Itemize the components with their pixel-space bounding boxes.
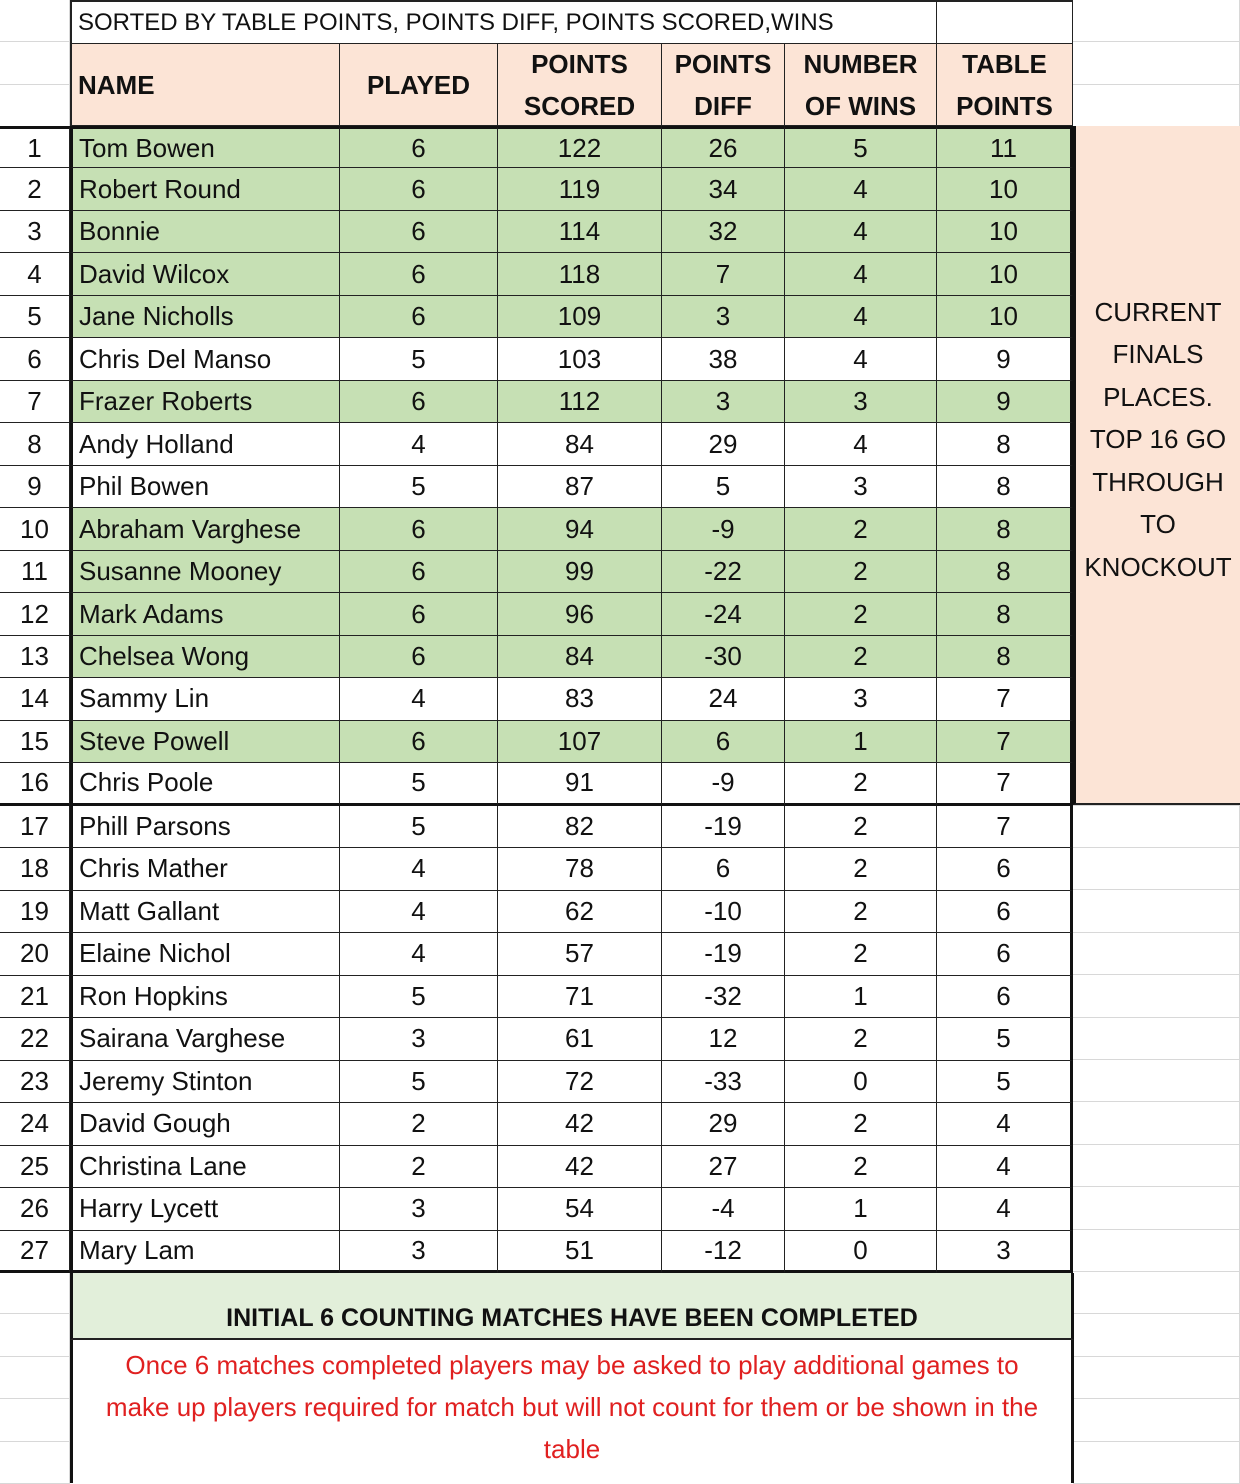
points-scored: 119 xyxy=(498,168,662,210)
points-scored: 109 xyxy=(498,296,662,338)
played: 4 xyxy=(340,848,498,890)
played: 5 xyxy=(340,338,498,380)
row-number: 26 xyxy=(0,1188,70,1230)
grid-cell xyxy=(1073,975,1240,1017)
row-number: 23 xyxy=(0,1061,70,1103)
points-diff: 6 xyxy=(662,721,785,763)
player-name: Christina Lane xyxy=(70,1146,340,1188)
row-number: 14 xyxy=(0,678,70,720)
table-points: 7 xyxy=(937,678,1073,720)
wins: 2 xyxy=(785,848,937,890)
header-label: POINTS xyxy=(956,90,1053,121)
wins: 3 xyxy=(785,381,937,423)
grid-cell xyxy=(1073,85,1240,127)
played: 6 xyxy=(340,636,498,678)
played: 6 xyxy=(340,381,498,423)
player-name: Ron Hopkins xyxy=(70,976,340,1018)
header-table-points xyxy=(937,44,1073,126)
wins: 2 xyxy=(785,551,937,593)
row-number: 21 xyxy=(0,976,70,1018)
player-name: Chris Poole xyxy=(70,763,340,805)
points-diff: -22 xyxy=(662,551,785,593)
table-points: 4 xyxy=(937,1103,1073,1145)
points-scored: 54 xyxy=(498,1188,662,1230)
grid-cell xyxy=(0,0,70,42)
played: 2 xyxy=(340,1103,498,1145)
grid-cell xyxy=(1073,1357,1240,1399)
points-diff: -9 xyxy=(662,763,785,805)
player-name: Sammy Lin xyxy=(70,678,340,720)
played: 5 xyxy=(340,466,498,508)
points-diff: 34 xyxy=(662,168,785,210)
played: 6 xyxy=(340,253,498,295)
table-points: 3 xyxy=(937,1231,1073,1273)
played: 5 xyxy=(340,763,498,805)
player-name: Mary Lam xyxy=(70,1231,340,1273)
points-diff: -10 xyxy=(662,891,785,933)
points-scored: 114 xyxy=(498,211,662,253)
points-scored: 99 xyxy=(498,551,662,593)
table-points: 8 xyxy=(937,636,1073,678)
wins: 0 xyxy=(785,1061,937,1103)
player-name: Sairana Varghese xyxy=(70,1018,340,1060)
wins: 3 xyxy=(785,678,937,720)
points-scored: 78 xyxy=(498,848,662,890)
wins: 2 xyxy=(785,806,937,848)
points-scored: 91 xyxy=(498,763,662,805)
table-points: 7 xyxy=(937,763,1073,805)
row-number: 16 xyxy=(0,763,70,805)
points-scored: 57 xyxy=(498,933,662,975)
header-number-of-wins xyxy=(785,44,937,126)
points-scored: 42 xyxy=(498,1103,662,1145)
grid-cell xyxy=(0,1357,70,1399)
row-number: 15 xyxy=(0,721,70,763)
matches-completed-text: INITIAL 6 COUNTING MATCHES HAVE BEEN COMPLETED xyxy=(226,1304,918,1332)
wins: 1 xyxy=(785,721,937,763)
grid-cell xyxy=(1073,1102,1240,1144)
grid-cell xyxy=(1073,1314,1240,1356)
row-number: 1 xyxy=(0,126,70,168)
points-scored: 87 xyxy=(498,466,662,508)
player-name: Robert Round xyxy=(70,168,340,210)
points-diff: 26 xyxy=(662,126,785,168)
row-number: 5 xyxy=(0,296,70,338)
points-scored: 62 xyxy=(498,891,662,933)
played: 2 xyxy=(340,1146,498,1188)
player-name: Abraham Varghese xyxy=(70,508,340,550)
table-points: 10 xyxy=(937,296,1073,338)
points-scored: 96 xyxy=(498,593,662,635)
played: 6 xyxy=(340,168,498,210)
points-scored: 72 xyxy=(498,1061,662,1103)
table-points: 9 xyxy=(937,381,1073,423)
finals-places-text: CURRENT FINALS PLACES. TOP 16 GO THROUGH TO KNOCKOUT xyxy=(1084,297,1232,582)
table-points: 6 xyxy=(937,891,1073,933)
played: 6 xyxy=(340,721,498,763)
grid-cell xyxy=(1073,1060,1240,1102)
played: 3 xyxy=(340,1018,498,1060)
wins: 4 xyxy=(785,168,937,210)
grid-cell xyxy=(0,85,70,127)
grid-cell xyxy=(0,1399,70,1441)
points-diff: 38 xyxy=(662,338,785,380)
points-scored: 51 xyxy=(498,1231,662,1273)
points-diff: -9 xyxy=(662,508,785,550)
points-scored: 84 xyxy=(498,636,662,678)
played: 4 xyxy=(340,891,498,933)
points-scored: 61 xyxy=(498,1018,662,1060)
points-diff: 27 xyxy=(662,1146,785,1188)
grid-cell xyxy=(1073,1187,1240,1229)
played: 5 xyxy=(340,976,498,1018)
grid-cell xyxy=(0,1272,70,1314)
table-points: 8 xyxy=(937,551,1073,593)
row-number: 7 xyxy=(0,381,70,423)
points-diff: 29 xyxy=(662,1103,785,1145)
points-scored: 83 xyxy=(498,678,662,720)
grid-cell xyxy=(1073,1230,1240,1272)
wins: 5 xyxy=(785,126,937,168)
row-number: 10 xyxy=(0,508,70,550)
points-diff: 24 xyxy=(662,678,785,720)
table-points: 11 xyxy=(937,126,1073,168)
points-diff: -4 xyxy=(662,1188,785,1230)
row-number: 19 xyxy=(0,891,70,933)
row-number: 8 xyxy=(0,423,70,465)
table-points: 6 xyxy=(937,933,1073,975)
grid-cell xyxy=(0,1314,70,1356)
player-name: Chelsea Wong xyxy=(70,636,340,678)
player-name: David Wilcox xyxy=(70,253,340,295)
table-points: 5 xyxy=(937,1018,1073,1060)
played: 3 xyxy=(340,1231,498,1273)
row-number: 24 xyxy=(0,1103,70,1145)
row-number: 25 xyxy=(0,1146,70,1188)
played: 6 xyxy=(340,211,498,253)
grid-cell xyxy=(0,1442,70,1484)
header-played xyxy=(340,44,498,126)
points-scored: 103 xyxy=(498,338,662,380)
points-diff: 32 xyxy=(662,211,785,253)
row-number: 6 xyxy=(0,338,70,380)
grid-cell xyxy=(1073,1145,1240,1187)
row-number: 22 xyxy=(0,1018,70,1060)
wins: 2 xyxy=(785,508,937,550)
table-points: 10 xyxy=(937,211,1073,253)
player-name: Frazer Roberts xyxy=(70,381,340,423)
wins: 2 xyxy=(785,933,937,975)
additional-games-text: Once 6 matches completed players may be asked to play additional games to make up players required for match but will not count for them or be shown in the table xyxy=(105,1350,1039,1464)
player-name: Andy Holland xyxy=(70,423,340,465)
points-diff: 29 xyxy=(662,423,785,465)
points-scored: 107 xyxy=(498,721,662,763)
player-name: David Gough xyxy=(70,1103,340,1145)
grid-cell xyxy=(1073,848,1240,890)
played: 3 xyxy=(340,1188,498,1230)
points-scored: 94 xyxy=(498,508,662,550)
wins: 0 xyxy=(785,1231,937,1273)
points-diff: -30 xyxy=(662,636,785,678)
header-name xyxy=(70,44,340,126)
wins: 4 xyxy=(785,296,937,338)
row-number: 9 xyxy=(0,466,70,508)
points-diff: 3 xyxy=(662,381,785,423)
points-diff: -33 xyxy=(662,1061,785,1103)
wins: 2 xyxy=(785,593,937,635)
table-points: 7 xyxy=(937,806,1073,848)
played: 4 xyxy=(340,423,498,465)
grid-cell xyxy=(1073,1018,1240,1060)
wins: 2 xyxy=(785,1018,937,1060)
points-scored: 112 xyxy=(498,381,662,423)
table-points: 4 xyxy=(937,1188,1073,1230)
points-diff: -12 xyxy=(662,1231,785,1273)
player-name: Mark Adams xyxy=(70,593,340,635)
title-blank-cell xyxy=(937,0,1073,44)
wins: 4 xyxy=(785,253,937,295)
additional-games-note xyxy=(70,1340,1074,1483)
sort-title: SORTED BY TABLE POINTS, POINTS DIFF, POINTS SCORED,WINS xyxy=(70,0,937,44)
wins: 1 xyxy=(785,1188,937,1230)
wins: 2 xyxy=(785,636,937,678)
table-points: 10 xyxy=(937,168,1073,210)
header-label: POINTS xyxy=(674,48,772,79)
grid-cell xyxy=(1073,890,1240,932)
table-points: 4 xyxy=(937,1146,1073,1188)
row-number: 18 xyxy=(0,848,70,890)
player-name: Phil Bowen xyxy=(70,466,340,508)
played: 6 xyxy=(340,593,498,635)
matches-completed-banner xyxy=(70,1273,1074,1340)
points-diff: 5 xyxy=(662,466,785,508)
header-label: OF WINS xyxy=(804,90,917,121)
grid-cell xyxy=(1073,1272,1240,1314)
table-points: 6 xyxy=(937,976,1073,1018)
header-label: PLAYED xyxy=(366,69,471,100)
header-points-diff xyxy=(662,44,785,126)
played: 6 xyxy=(340,551,498,593)
table-points: 10 xyxy=(937,253,1073,295)
played: 4 xyxy=(340,933,498,975)
points-scored: 122 xyxy=(498,126,662,168)
points-scored: 82 xyxy=(498,806,662,848)
grid-cell xyxy=(1073,0,1240,42)
row-number: 17 xyxy=(0,806,70,848)
played: 6 xyxy=(340,296,498,338)
grid-cell xyxy=(1073,1442,1240,1484)
points-diff: -32 xyxy=(662,976,785,1018)
wins: 2 xyxy=(785,1146,937,1188)
player-name: Steve Powell xyxy=(70,721,340,763)
player-name: Chris Mather xyxy=(70,848,340,890)
table-points: 8 xyxy=(937,466,1073,508)
grid-cell xyxy=(1073,42,1240,84)
row-number: 12 xyxy=(0,593,70,635)
wins: 1 xyxy=(785,976,937,1018)
wins: 2 xyxy=(785,1103,937,1145)
player-name: Jeremy Stinton xyxy=(70,1061,340,1103)
points-scored: 118 xyxy=(498,253,662,295)
row-number: 27 xyxy=(0,1231,70,1273)
header-label: POINTS xyxy=(531,48,628,79)
points-scored: 71 xyxy=(498,976,662,1018)
row-number: 4 xyxy=(0,253,70,295)
player-name: Harry Lycett xyxy=(70,1188,340,1230)
points-diff: 6 xyxy=(662,848,785,890)
header-label: TABLE xyxy=(962,48,1047,79)
table-points: 7 xyxy=(937,721,1073,763)
played: 5 xyxy=(340,806,498,848)
table-points: 8 xyxy=(937,423,1073,465)
points-scored: 42 xyxy=(498,1146,662,1188)
row-number: 11 xyxy=(0,551,70,593)
player-name: Jane Nicholls xyxy=(70,296,340,338)
wins: 4 xyxy=(785,338,937,380)
wins: 4 xyxy=(785,423,937,465)
header-label: NUMBER xyxy=(803,48,918,79)
grid-cell xyxy=(1073,806,1240,848)
finals-places-note xyxy=(1073,126,1240,805)
played: 4 xyxy=(340,678,498,720)
grid-cell xyxy=(1073,1399,1240,1441)
points-diff: -19 xyxy=(662,806,785,848)
played: 6 xyxy=(340,508,498,550)
table-points: 8 xyxy=(937,508,1073,550)
wins: 2 xyxy=(785,891,937,933)
points-diff: -19 xyxy=(662,933,785,975)
player-name: Chris Del Manso xyxy=(70,338,340,380)
grid-cell xyxy=(0,42,70,84)
player-name: Matt Gallant xyxy=(70,891,340,933)
table-points: 5 xyxy=(937,1061,1073,1103)
points-scored: 84 xyxy=(498,423,662,465)
player-name: Susanne Mooney xyxy=(70,551,340,593)
player-name: Bonnie xyxy=(70,211,340,253)
points-diff: 7 xyxy=(662,253,785,295)
table-points: 9 xyxy=(937,338,1073,380)
player-name: Phill Parsons xyxy=(70,806,340,848)
played: 5 xyxy=(340,1061,498,1103)
played: 6 xyxy=(340,126,498,168)
table-points: 6 xyxy=(937,848,1073,890)
points-diff: -24 xyxy=(662,593,785,635)
header-label: NAME xyxy=(78,69,155,100)
player-name: Tom Bowen xyxy=(70,126,340,168)
points-diff: 3 xyxy=(662,296,785,338)
wins: 3 xyxy=(785,466,937,508)
player-name: Elaine Nichol xyxy=(70,933,340,975)
row-number: 20 xyxy=(0,933,70,975)
row-number: 2 xyxy=(0,168,70,210)
row-number: 3 xyxy=(0,211,70,253)
row-number: 13 xyxy=(0,636,70,678)
wins: 2 xyxy=(785,763,937,805)
header-label: SCORED xyxy=(523,90,636,121)
wins: 4 xyxy=(785,211,937,253)
header-points-scored xyxy=(498,44,662,126)
points-diff: 12 xyxy=(662,1018,785,1060)
header-label: DIFF xyxy=(694,90,752,121)
table-points: 8 xyxy=(937,593,1073,635)
grid-cell xyxy=(1073,933,1240,975)
